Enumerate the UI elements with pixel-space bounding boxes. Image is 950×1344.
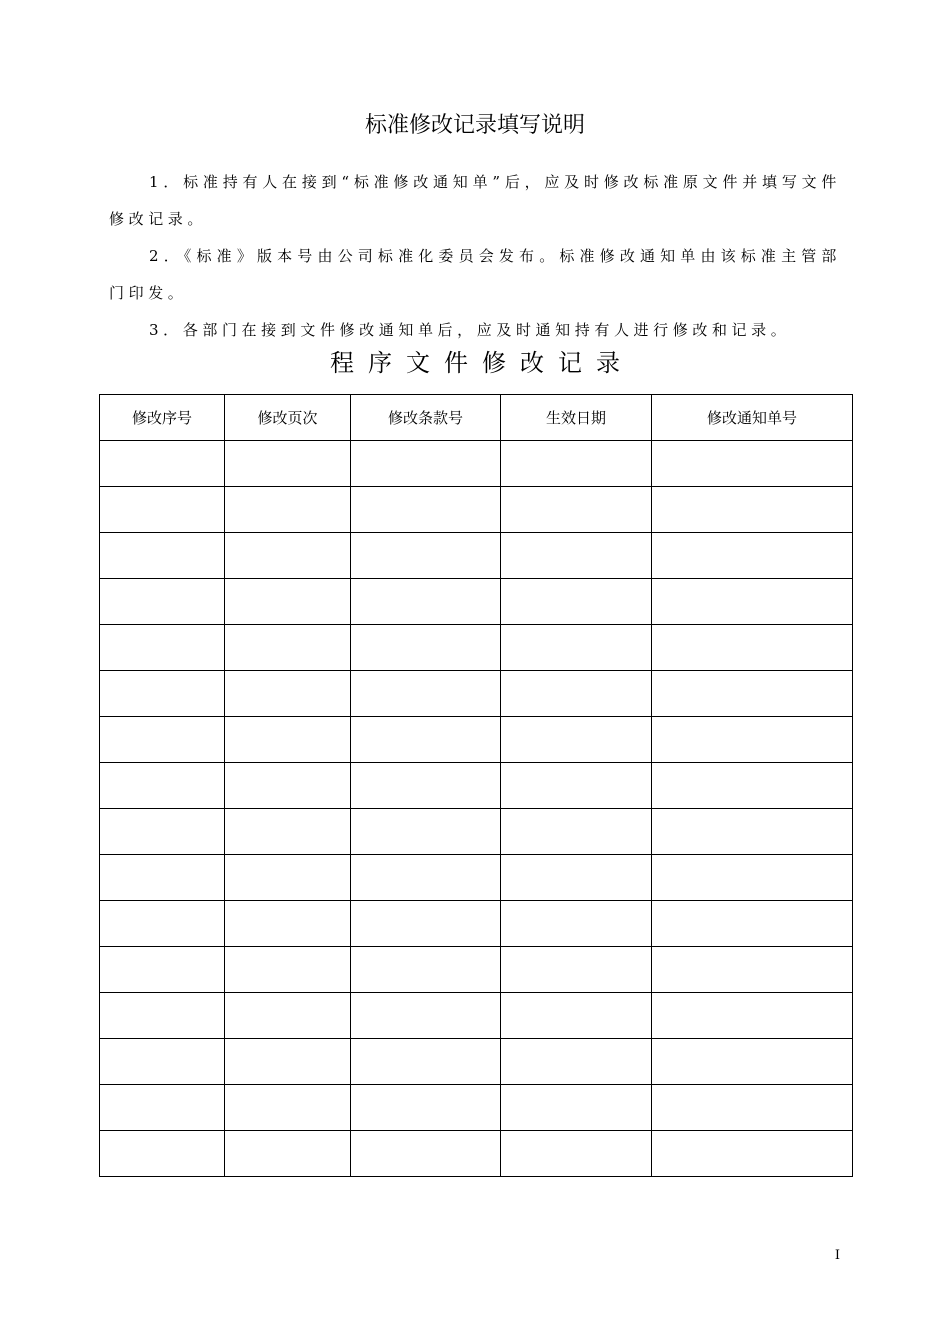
table-row xyxy=(100,947,853,993)
table-cell[interactable] xyxy=(652,671,853,717)
table-cell[interactable] xyxy=(501,1131,652,1177)
table-cell[interactable] xyxy=(501,441,652,487)
table-cell[interactable] xyxy=(351,625,501,671)
table-cell[interactable] xyxy=(652,947,853,993)
table-cell[interactable] xyxy=(225,671,351,717)
table-cell[interactable] xyxy=(100,993,225,1039)
table-cell[interactable] xyxy=(100,1039,225,1085)
table-cell[interactable] xyxy=(100,1085,225,1131)
table-cell[interactable] xyxy=(100,441,225,487)
column-header-revision-number: 修改序号 xyxy=(100,395,225,441)
table-cell[interactable] xyxy=(225,487,351,533)
table-cell[interactable] xyxy=(100,901,225,947)
table-cell[interactable] xyxy=(351,1131,501,1177)
table-cell[interactable] xyxy=(351,855,501,901)
table-cell[interactable] xyxy=(351,487,501,533)
table-cell[interactable] xyxy=(501,533,652,579)
table-cell[interactable] xyxy=(501,901,652,947)
table-cell[interactable] xyxy=(225,717,351,763)
table-cell[interactable] xyxy=(652,579,853,625)
table-cell[interactable] xyxy=(652,441,853,487)
table-cell[interactable] xyxy=(501,855,652,901)
table-cell[interactable] xyxy=(100,763,225,809)
table-cell[interactable] xyxy=(225,993,351,1039)
table-cell[interactable] xyxy=(100,1131,225,1177)
table-cell[interactable] xyxy=(501,763,652,809)
table-cell[interactable] xyxy=(225,763,351,809)
table-cell[interactable] xyxy=(225,441,351,487)
table-cell[interactable] xyxy=(652,809,853,855)
table-row xyxy=(100,533,853,579)
table-cell[interactable] xyxy=(501,625,652,671)
table-cell[interactable] xyxy=(351,1085,501,1131)
table-row xyxy=(100,901,853,947)
instruction-item: 1．标准持有人在接到“标准修改通知单”后，应及时修改标准原文件并填写文件修改记录。 xyxy=(109,173,841,228)
table-row xyxy=(100,625,853,671)
table-cell[interactable] xyxy=(351,441,501,487)
table-cell[interactable] xyxy=(501,1039,652,1085)
table-cell[interactable] xyxy=(225,855,351,901)
table-header-row xyxy=(100,395,853,441)
table-cell[interactable] xyxy=(652,625,853,671)
table-cell[interactable] xyxy=(225,901,351,947)
table-cell[interactable] xyxy=(351,901,501,947)
page-title: 标准修改记录填写说明 xyxy=(364,113,585,138)
instructions xyxy=(109,164,841,349)
table-cell[interactable] xyxy=(652,487,853,533)
table-cell[interactable] xyxy=(652,855,853,901)
table-cell[interactable] xyxy=(100,671,225,717)
table-cell[interactable] xyxy=(652,533,853,579)
table-cell[interactable] xyxy=(351,947,501,993)
page-number: I xyxy=(834,1248,840,1263)
table-cell[interactable] xyxy=(652,1039,853,1085)
table-row xyxy=(100,441,853,487)
table-cell[interactable] xyxy=(225,533,351,579)
table-cell[interactable] xyxy=(501,809,652,855)
table-row xyxy=(100,1039,853,1085)
instruction-item: 3．各部门在接到文件修改通知单后，应及时通知持有人进行修改和记录。 xyxy=(149,321,791,339)
table-cell[interactable] xyxy=(351,1039,501,1085)
table-cell[interactable] xyxy=(652,993,853,1039)
table-cell[interactable] xyxy=(225,947,351,993)
revision-record-table xyxy=(99,394,853,1177)
table-cell[interactable] xyxy=(100,809,225,855)
table-cell[interactable] xyxy=(501,487,652,533)
table-cell[interactable] xyxy=(351,579,501,625)
column-header-revised-pages: 修改页次 xyxy=(225,395,351,441)
table-row xyxy=(100,855,853,901)
table-row xyxy=(100,579,853,625)
table-cell[interactable] xyxy=(225,579,351,625)
table-row xyxy=(100,993,853,1039)
table-cell[interactable] xyxy=(100,625,225,671)
table-cell[interactable] xyxy=(351,993,501,1039)
table-cell[interactable] xyxy=(351,671,501,717)
table-cell[interactable] xyxy=(501,993,652,1039)
table-row xyxy=(100,1085,853,1131)
table-body xyxy=(100,441,853,1177)
table-cell[interactable] xyxy=(501,1085,652,1131)
column-header-effective-date: 生效日期 xyxy=(501,395,652,441)
table-cell[interactable] xyxy=(501,671,652,717)
table-cell[interactable] xyxy=(100,717,225,763)
table-row xyxy=(100,809,853,855)
table-cell[interactable] xyxy=(351,717,501,763)
table-cell[interactable] xyxy=(652,717,853,763)
table-cell[interactable] xyxy=(100,855,225,901)
table-cell[interactable] xyxy=(100,579,225,625)
table-row xyxy=(100,763,853,809)
table-cell[interactable] xyxy=(501,947,652,993)
table-cell[interactable] xyxy=(501,717,652,763)
record-title: 程序文件修改记录 xyxy=(330,349,634,377)
table-row xyxy=(100,487,853,533)
table-cell[interactable] xyxy=(225,809,351,855)
table-cell[interactable] xyxy=(652,1131,853,1177)
table-row xyxy=(100,717,853,763)
table-cell[interactable] xyxy=(652,901,853,947)
table-cell[interactable] xyxy=(501,579,652,625)
table-cell[interactable] xyxy=(100,533,225,579)
table-cell[interactable] xyxy=(100,487,225,533)
table-cell[interactable] xyxy=(225,625,351,671)
column-header-notice-number: 修改通知单号 xyxy=(652,395,853,441)
table-cell[interactable] xyxy=(652,763,853,809)
table-cell[interactable] xyxy=(100,947,225,993)
table-cell[interactable] xyxy=(351,763,501,809)
table-cell[interactable] xyxy=(652,1085,853,1131)
table-row xyxy=(100,671,853,717)
column-header-revised-clause: 修改条款号 xyxy=(351,395,501,441)
table-cell[interactable] xyxy=(225,1085,351,1131)
table-cell[interactable] xyxy=(225,1039,351,1085)
table-cell[interactable] xyxy=(351,533,501,579)
table-cell[interactable] xyxy=(351,809,501,855)
instruction-item: 2．《标准》版本号由公司标准化委员会发布。标准修改通知单由该标准主管部门印发。 xyxy=(109,247,841,302)
table-cell[interactable] xyxy=(225,1131,351,1177)
table-row xyxy=(100,1131,853,1177)
